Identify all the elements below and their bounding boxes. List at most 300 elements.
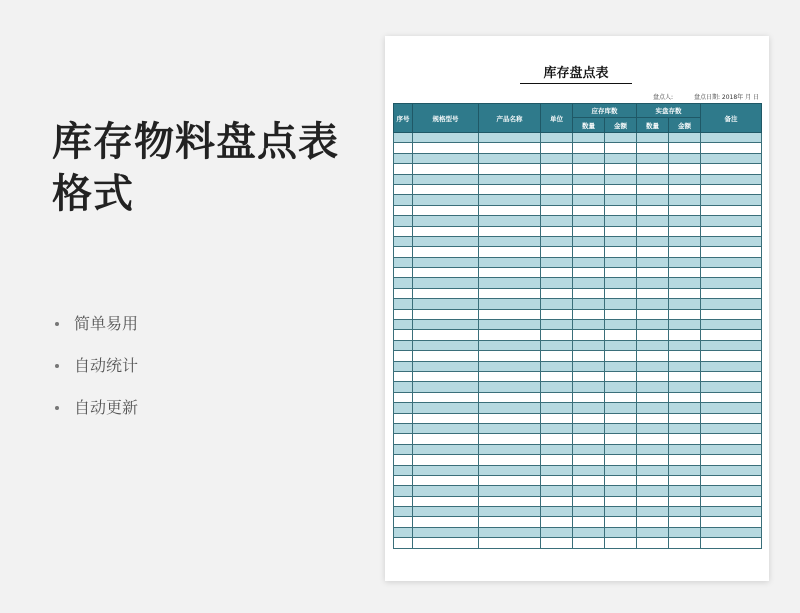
table-cell: [394, 382, 413, 392]
table-cell: [701, 517, 762, 527]
table-cell: [413, 299, 479, 309]
table-cell: [669, 392, 701, 402]
table-cell: [573, 517, 605, 527]
spreadsheet-preview: [385, 36, 769, 581]
table-cell: [394, 226, 413, 236]
table-cell: [605, 330, 637, 340]
table-cell: [701, 496, 762, 506]
table-cell: [479, 423, 541, 433]
table-cell: [573, 236, 605, 246]
table-row: [394, 153, 762, 163]
table-cell: [541, 309, 573, 319]
table-cell: [605, 496, 637, 506]
table-cell: [394, 444, 413, 454]
table-cell: [573, 486, 605, 496]
table-cell: [605, 413, 637, 423]
sheet-meta: [393, 93, 761, 103]
table-cell: [573, 309, 605, 319]
table-cell: [394, 143, 413, 153]
table-cell: [541, 164, 573, 174]
table-cell: [413, 257, 479, 267]
table-cell: [669, 195, 701, 205]
sheet-title: 库存盘点表: [543, 66, 609, 81]
table-cell: [394, 371, 413, 381]
table-cell: [479, 340, 541, 350]
table-cell: [394, 507, 413, 517]
table-cell: [701, 382, 762, 392]
table-cell: [669, 527, 701, 537]
table-cell: [637, 278, 669, 288]
table-row: [394, 205, 762, 215]
table-cell: [669, 164, 701, 174]
table-cell: [479, 403, 541, 413]
table-cell: [479, 184, 541, 194]
table-cell: [669, 133, 701, 143]
table-cell: [479, 143, 541, 153]
table-cell: [479, 299, 541, 309]
table-cell: [541, 184, 573, 194]
table-cell: [479, 382, 541, 392]
table-cell: [394, 423, 413, 433]
table-cell: [637, 465, 669, 475]
table-cell: [394, 496, 413, 506]
table-cell: [669, 309, 701, 319]
table-cell: [394, 527, 413, 537]
table-cell: [541, 403, 573, 413]
table-cell: [413, 361, 479, 371]
table-cell: [605, 351, 637, 361]
table-cell: [605, 133, 637, 143]
table-cell: [413, 320, 479, 330]
table-cell: [413, 371, 479, 381]
table-cell: [605, 527, 637, 537]
table-cell: [479, 517, 541, 527]
table-cell: [605, 205, 637, 215]
table-cell: [394, 455, 413, 465]
table-row: [394, 330, 762, 340]
table-cell: [541, 392, 573, 402]
table-cell: [479, 465, 541, 475]
table-cell: [637, 164, 669, 174]
table-row: [394, 174, 762, 184]
table-cell: [413, 226, 479, 236]
table-cell: [605, 174, 637, 184]
table-cell: [394, 257, 413, 267]
table-cell: [541, 195, 573, 205]
table-cell: [573, 455, 605, 465]
table-cell: [605, 455, 637, 465]
table-cell: [394, 299, 413, 309]
table-cell: [479, 236, 541, 246]
table-row: [394, 351, 762, 361]
table-cell: [541, 434, 573, 444]
table-row: [394, 434, 762, 444]
table-cell: [701, 538, 762, 548]
table-cell: [479, 486, 541, 496]
table-cell: [573, 340, 605, 350]
table-cell: [701, 236, 762, 246]
table-cell: [605, 382, 637, 392]
table-cell: [669, 403, 701, 413]
table-cell: [479, 538, 541, 548]
table-cell: [541, 330, 573, 340]
table-cell: [413, 330, 479, 340]
table-cell: [637, 133, 669, 143]
table-cell: [394, 392, 413, 402]
table-cell: [479, 351, 541, 361]
table-cell: [573, 164, 605, 174]
table-cell: [541, 371, 573, 381]
table-cell: [479, 320, 541, 330]
table-cell: [701, 257, 762, 267]
table-cell: [669, 517, 701, 527]
table-cell: [605, 216, 637, 226]
table-cell: [573, 299, 605, 309]
table-cell: [669, 361, 701, 371]
table-cell: [541, 216, 573, 226]
table-cell: [573, 496, 605, 506]
table-cell: [605, 444, 637, 454]
table-cell: [701, 309, 762, 319]
table-cell: [394, 164, 413, 174]
table-cell: [573, 330, 605, 340]
table-cell: [573, 268, 605, 278]
table-cell: [413, 423, 479, 433]
promo-title: 库存物料盘点表格式: [52, 119, 339, 217]
table-cell: [541, 475, 573, 485]
table-cell: [573, 278, 605, 288]
table-cell: [573, 195, 605, 205]
table-row: [394, 517, 762, 527]
table-cell: [413, 465, 479, 475]
table-cell: [541, 247, 573, 257]
table-cell: [413, 455, 479, 465]
table-cell: [605, 164, 637, 174]
title-underline: [520, 83, 632, 84]
table-cell: [394, 278, 413, 288]
table-cell: [605, 423, 637, 433]
table-cell: [605, 486, 637, 496]
table-cell: [701, 320, 762, 330]
table-cell: [413, 278, 479, 288]
table-cell: [573, 361, 605, 371]
table-cell: [394, 465, 413, 475]
feature-item: [52, 352, 138, 394]
table-cell: [701, 330, 762, 340]
table-row: [394, 164, 762, 174]
table-cell: [394, 340, 413, 350]
table-cell: [701, 288, 762, 298]
table-cell: [637, 434, 669, 444]
table-cell: [573, 434, 605, 444]
table-cell: [573, 423, 605, 433]
table-cell: [541, 465, 573, 475]
table-cell: [413, 527, 479, 537]
table-cell: [637, 371, 669, 381]
table-row: [394, 455, 762, 465]
table-cell: [605, 143, 637, 153]
table-cell: [605, 392, 637, 402]
feature-item: [52, 394, 138, 436]
table-cell: [573, 320, 605, 330]
table-cell: [394, 247, 413, 257]
table-row: [394, 423, 762, 433]
table-cell: [701, 195, 762, 205]
col-header-actual-stock: 实盘存数: [637, 104, 701, 118]
table-cell: [637, 153, 669, 163]
table-cell: [701, 153, 762, 163]
table-cell: [669, 320, 701, 330]
table-cell: [413, 216, 479, 226]
table-cell: [701, 278, 762, 288]
table-cell: [701, 371, 762, 381]
table-row: [394, 320, 762, 330]
table-cell: [394, 133, 413, 143]
table-row: [394, 527, 762, 537]
col-header-expected-amount: 金额: [605, 118, 637, 133]
table-cell: [541, 486, 573, 496]
table-cell: [541, 351, 573, 361]
table-cell: [637, 517, 669, 527]
table-cell: [605, 517, 637, 527]
table-cell: [637, 195, 669, 205]
table-cell: [573, 216, 605, 226]
table-cell: [605, 247, 637, 257]
table-cell: [637, 268, 669, 278]
table-cell: [413, 434, 479, 444]
table-cell: [394, 309, 413, 319]
table-cell: [637, 174, 669, 184]
table-cell: [573, 444, 605, 454]
table-cell: [605, 538, 637, 548]
table-cell: [573, 153, 605, 163]
table-cell: [479, 216, 541, 226]
table-cell: [701, 268, 762, 278]
table-cell: [413, 475, 479, 485]
table-cell: [394, 475, 413, 485]
table-cell: [605, 465, 637, 475]
table-cell: [605, 475, 637, 485]
table-cell: [637, 143, 669, 153]
table-cell: [669, 257, 701, 267]
table-cell: [413, 205, 479, 215]
table-cell: [541, 278, 573, 288]
table-row: [394, 195, 762, 205]
table-cell: [605, 236, 637, 246]
table-cell: [541, 226, 573, 236]
table-cell: [541, 299, 573, 309]
table-cell: [541, 517, 573, 527]
table-cell: [479, 257, 541, 267]
table-cell: [605, 226, 637, 236]
table-row: [394, 465, 762, 475]
table-cell: [669, 423, 701, 433]
table-row: [394, 143, 762, 153]
table-cell: [701, 475, 762, 485]
table-row: [394, 247, 762, 257]
table-cell: [394, 268, 413, 278]
table-cell: [637, 247, 669, 257]
table-cell: [669, 216, 701, 226]
table-cell: [413, 382, 479, 392]
table-cell: [573, 247, 605, 257]
table-cell: [701, 444, 762, 454]
table-cell: [637, 413, 669, 423]
table-cell: [573, 371, 605, 381]
table-cell: [573, 133, 605, 143]
table-cell: [479, 330, 541, 340]
table-cell: [605, 288, 637, 298]
table-cell: [573, 143, 605, 153]
table-cell: [541, 538, 573, 548]
table-cell: [701, 434, 762, 444]
bullet-icon: [55, 322, 59, 326]
table-cell: [637, 403, 669, 413]
table-row: [394, 268, 762, 278]
table-cell: [701, 247, 762, 257]
table-cell: [394, 153, 413, 163]
table-cell: [637, 226, 669, 236]
table-row: [394, 257, 762, 267]
table-cell: [541, 361, 573, 371]
table-cell: [605, 195, 637, 205]
table-cell: [394, 403, 413, 413]
table-cell: [669, 434, 701, 444]
table-cell: [669, 268, 701, 278]
table-cell: [701, 455, 762, 465]
table-cell: [541, 507, 573, 517]
table-cell: [479, 361, 541, 371]
table-cell: [605, 278, 637, 288]
table-cell: [479, 153, 541, 163]
table-cell: [413, 413, 479, 423]
table-cell: [701, 164, 762, 174]
table-cell: [701, 465, 762, 475]
table-cell: [701, 527, 762, 537]
table-cell: [701, 184, 762, 194]
table-cell: [413, 351, 479, 361]
col-header-expected-qty: 数量: [573, 118, 605, 133]
table-row: [394, 309, 762, 319]
table-cell: [413, 507, 479, 517]
table-cell: [669, 538, 701, 548]
inventory-table: [393, 103, 762, 549]
table-cell: [394, 517, 413, 527]
counter-label: 盘点人:: [653, 94, 674, 101]
table-cell: [479, 496, 541, 506]
table-cell: [573, 465, 605, 475]
table-cell: [413, 174, 479, 184]
table-row: [394, 486, 762, 496]
table-cell: [479, 205, 541, 215]
table-cell: [479, 455, 541, 465]
table-cell: [413, 288, 479, 298]
table-row: [394, 382, 762, 392]
table-cell: [669, 413, 701, 423]
table-cell: [669, 486, 701, 496]
table-cell: [413, 309, 479, 319]
table-cell: [669, 278, 701, 288]
table-cell: [573, 382, 605, 392]
table-cell: [637, 330, 669, 340]
table-cell: [637, 392, 669, 402]
table-cell: [701, 216, 762, 226]
table-cell: [637, 216, 669, 226]
table-cell: [541, 444, 573, 454]
table-cell: [701, 413, 762, 423]
table-cell: [479, 434, 541, 444]
table-cell: [573, 351, 605, 361]
table-cell: [637, 205, 669, 215]
table-body: [394, 133, 762, 549]
table-cell: [479, 268, 541, 278]
col-header-spec: 规格型号: [413, 104, 479, 133]
feature-item: [52, 310, 138, 352]
table-cell: [637, 361, 669, 371]
table-cell: [573, 205, 605, 215]
table-cell: [701, 486, 762, 496]
table-cell: [701, 403, 762, 413]
table-cell: [669, 247, 701, 257]
table-cell: [541, 268, 573, 278]
table-cell: [669, 496, 701, 506]
table-cell: [669, 174, 701, 184]
table-cell: [413, 133, 479, 143]
table-cell: [701, 423, 762, 433]
table-cell: [637, 236, 669, 246]
table-cell: [573, 403, 605, 413]
table-cell: [394, 351, 413, 361]
table-cell: [394, 361, 413, 371]
table-row: [394, 184, 762, 194]
table-cell: [479, 226, 541, 236]
table-cell: [479, 174, 541, 184]
table-row: [394, 236, 762, 246]
table-cell: [479, 133, 541, 143]
table-cell: [394, 195, 413, 205]
table-cell: [669, 299, 701, 309]
table-cell: [669, 330, 701, 340]
table-cell: [394, 236, 413, 246]
table-cell: [669, 340, 701, 350]
table-cell: [541, 143, 573, 153]
table-cell: [479, 392, 541, 402]
table-cell: [701, 340, 762, 350]
table-cell: [479, 309, 541, 319]
table-cell: [573, 475, 605, 485]
table-row: [394, 444, 762, 454]
table-cell: [541, 236, 573, 246]
col-header-expected-stock: 应存库数: [573, 104, 637, 118]
table-cell: [637, 444, 669, 454]
feature-label: 简单易用: [74, 314, 139, 333]
table-cell: [637, 486, 669, 496]
table-cell: [637, 527, 669, 537]
table-cell: [637, 382, 669, 392]
table-cell: [541, 423, 573, 433]
bullet-icon: [55, 364, 59, 368]
table-cell: [413, 184, 479, 194]
table-cell: [541, 455, 573, 465]
table-cell: [573, 288, 605, 298]
col-header-unit: 单位: [541, 104, 573, 133]
table-cell: [701, 507, 762, 517]
table-cell: [605, 507, 637, 517]
table-row: [394, 361, 762, 371]
table-cell: [605, 434, 637, 444]
table-cell: [541, 288, 573, 298]
table-row: [394, 133, 762, 143]
